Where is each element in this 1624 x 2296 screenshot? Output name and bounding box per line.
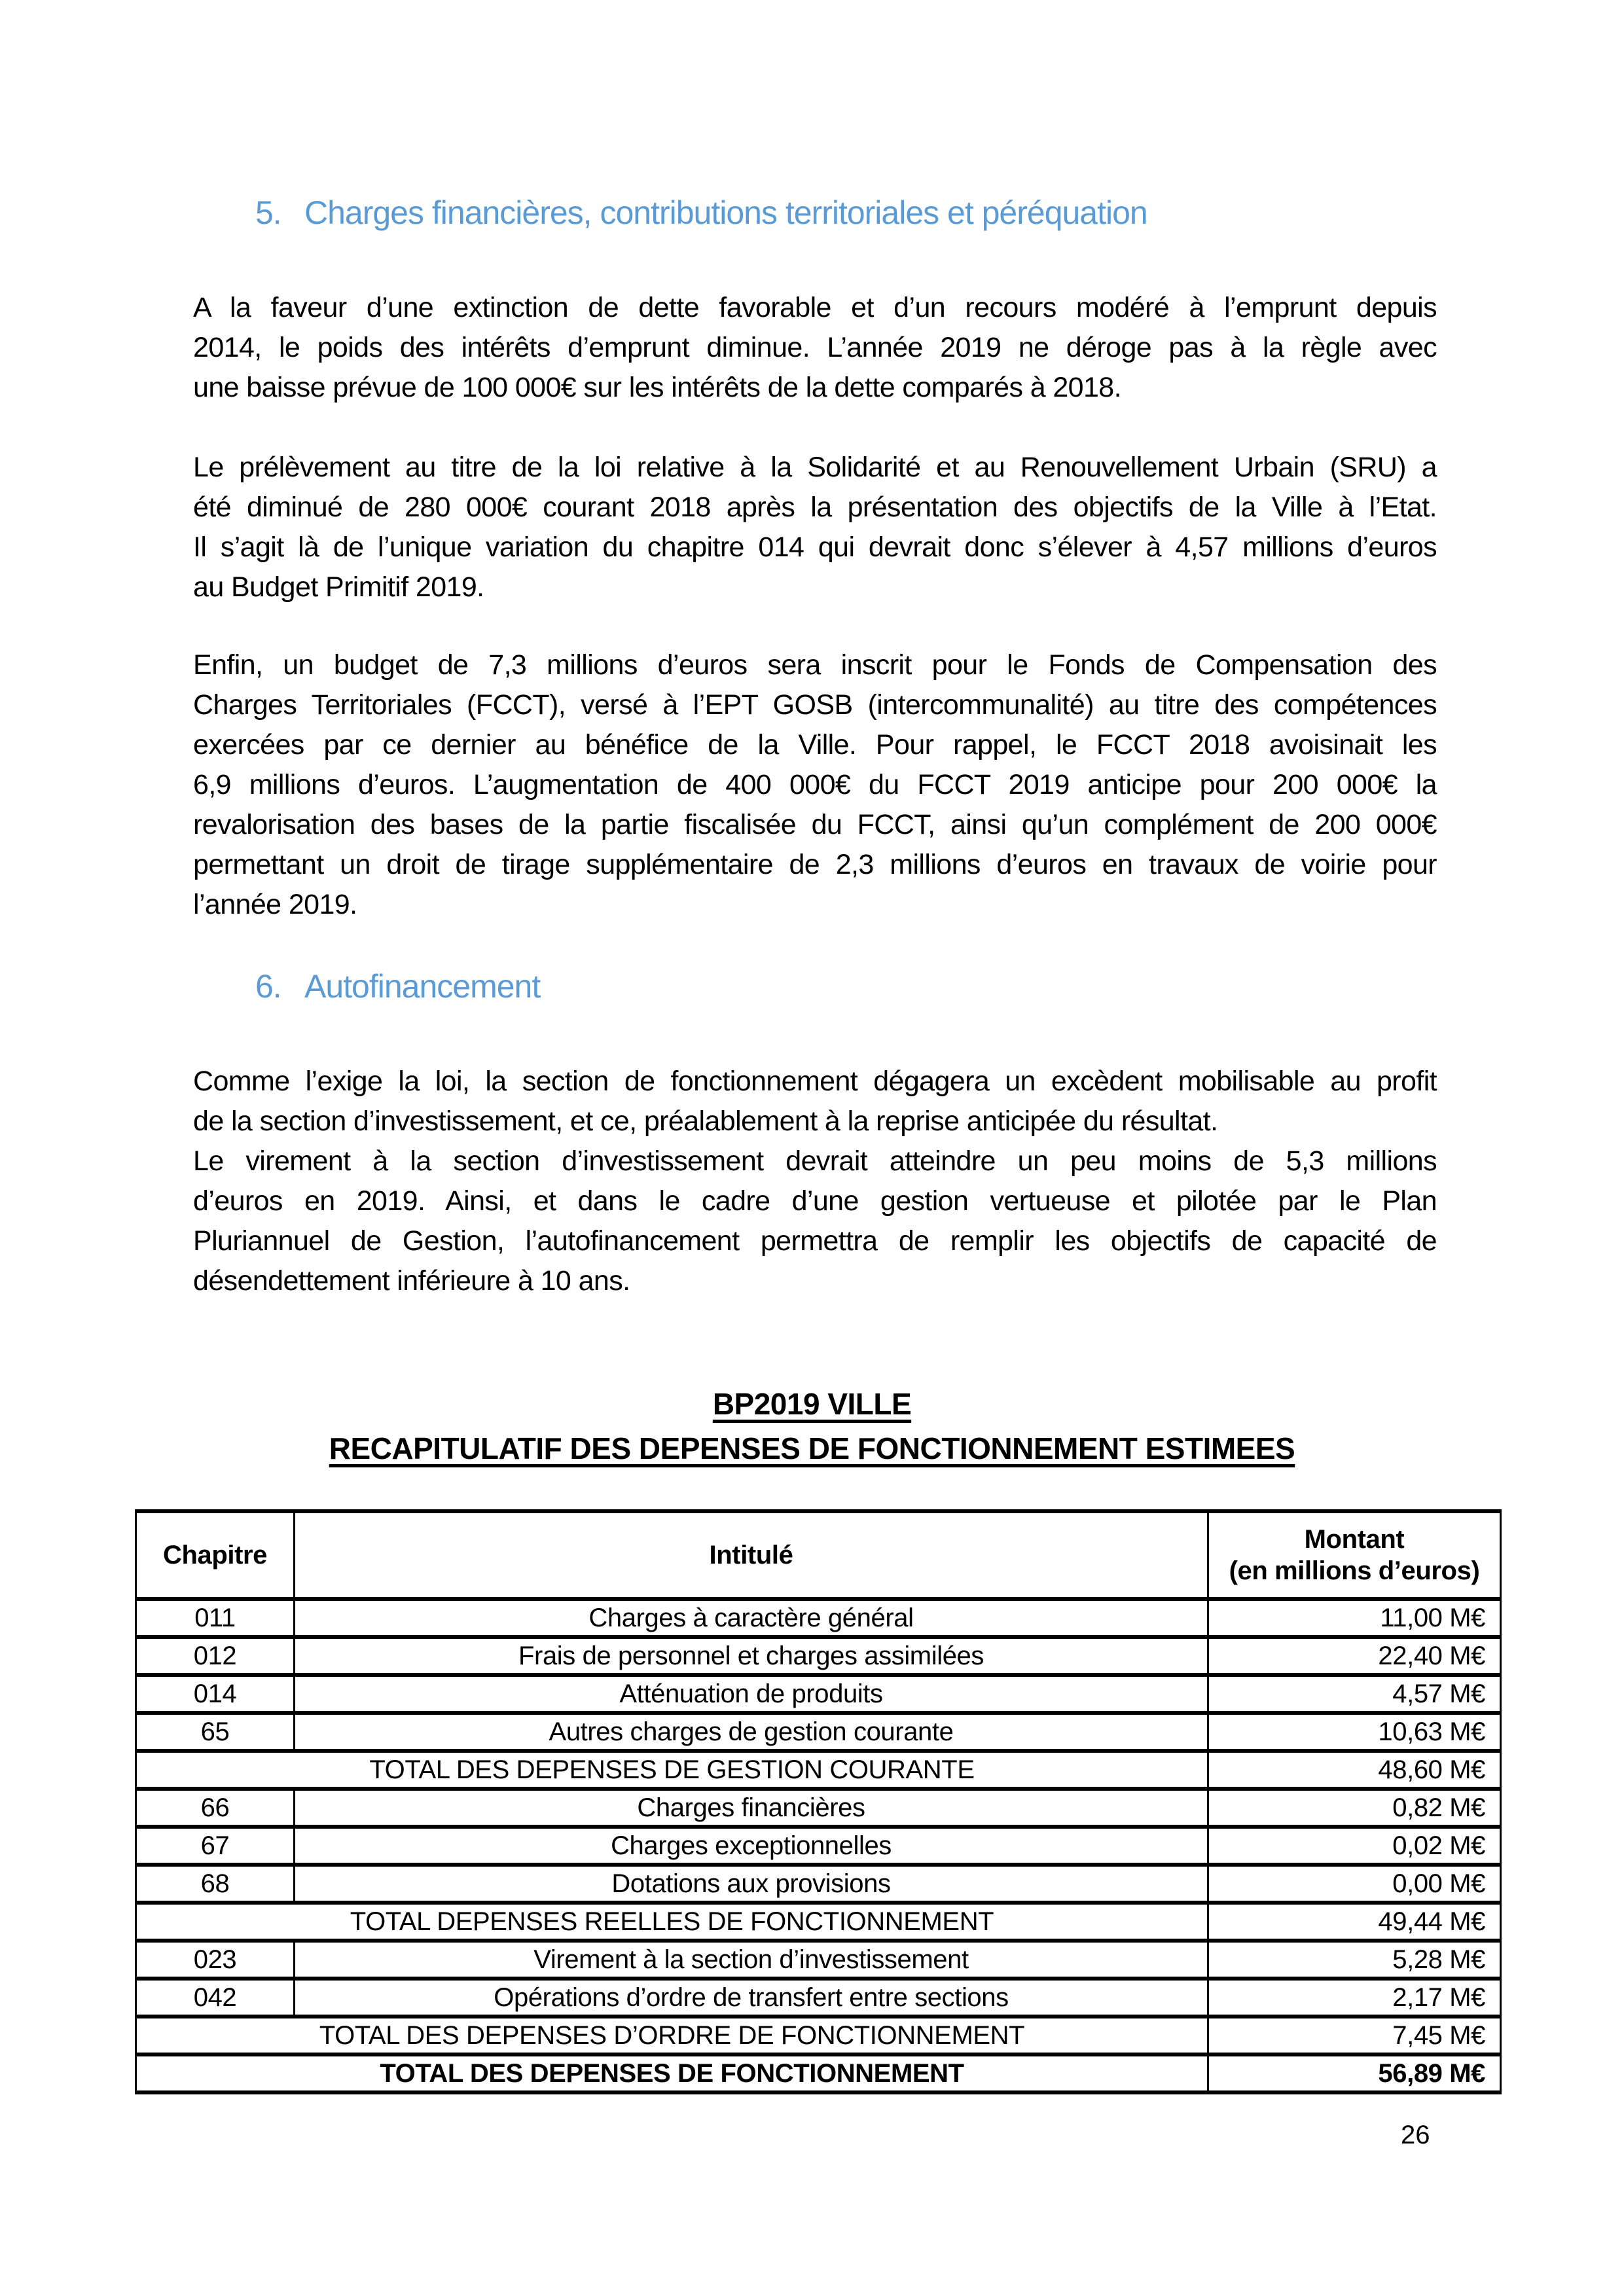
cell-grand-total-montant: 56,89 M€ (1208, 2054, 1501, 2092)
text-line: Le virement à la section d’investissement devrait atteindre un peu moins de 5,3 millions (193, 1145, 1437, 1177)
expenses-summary-table (135, 1509, 1502, 2094)
header-chapitre: Chapitre (136, 1511, 295, 1599)
table-row (136, 1637, 1501, 1675)
text-line: exercées par ce dernier au bénéfice de la Ville. Pour rappel, le FCCT 2018 avoisinait les (193, 729, 1437, 761)
cell-subtotal-label: TOTAL DES DEPENSES DE GESTION COURANTE (136, 1751, 1208, 1789)
cell-chapitre: 011 (136, 1599, 295, 1637)
cell-montant: 5,28 M€ (1208, 1941, 1501, 1979)
text-line: Charges Territoriales (FCCT), versé à l’EPT GOSB (intercommunalité) au titre des compétences (193, 689, 1437, 721)
text-line: été diminué de 280 000€ courant 2018 après la présentation des objectifs de la Ville à l’Etat. (193, 492, 1437, 523)
header-intitule: Intitulé (295, 1511, 1208, 1599)
table-row (136, 1713, 1501, 1751)
table-grand-total-row (136, 2054, 1501, 2092)
text-line: Pluriannuel de Gestion, l’autofinancement permettra de remplir les objectifs de capacité de (193, 1225, 1437, 1257)
section-5-title: Charges financières, contributions territoriales et péréquation (304, 194, 1147, 231)
table-row (136, 1599, 1501, 1637)
cell-subtotal-montant: 48,60 M€ (1208, 1751, 1501, 1789)
cell-subtotal-label: TOTAL DES DEPENSES D’ORDRE DE FONCTIONNEMENT (136, 2017, 1208, 2054)
cell-montant: 4,57 M€ (1208, 1675, 1501, 1713)
cell-intitule: Frais de personnel et charges assimilées (295, 1637, 1208, 1675)
cell-intitule: Autres charges de gestion courante (295, 1713, 1208, 1751)
cell-chapitre: 014 (136, 1675, 295, 1713)
text-line: A la faveur d’une extinction de dette favorable et d’un recours modéré à l’emprunt depuis (193, 292, 1437, 323)
section-6-heading (255, 967, 540, 1005)
cell-chapitre: 023 (136, 1941, 295, 1979)
cell-montant: 0,00 M€ (1208, 1865, 1501, 1903)
text-line: une baisse prévue de 100 000€ sur les intérêts de la dette comparés à 2018. (193, 372, 1121, 403)
cell-chapitre: 67 (136, 1827, 295, 1865)
cell-montant: 11,00 M€ (1208, 1599, 1501, 1637)
table-title-line1: BP2019 VILLE (712, 1387, 912, 1421)
section-6-number: 6. (255, 968, 281, 1005)
header-montant-line1: Montant (1304, 1525, 1405, 1554)
text-line: de la section d’investissement, et ce, préalablement à la reprise anticipée du résultat. (193, 1105, 1218, 1137)
section-5-number: 5. (255, 194, 281, 231)
cell-intitule: Charges à caractère général (295, 1599, 1208, 1637)
cell-chapitre: 012 (136, 1637, 295, 1675)
text-line: 2014, le poids des intérêts d’emprunt diminue. L’année 2019 ne déroge pas à la règle avec (193, 332, 1437, 363)
table-row (136, 1941, 1501, 1979)
cell-montant: 2,17 M€ (1208, 1979, 1501, 2017)
cell-intitule: Dotations aux provisions (295, 1865, 1208, 1903)
cell-intitule: Atténuation de produits (295, 1675, 1208, 1713)
text-line: 6,9 millions d’euros. L’augmentation de 400 000€ du FCCT 2019 anticipe pour 200 000€ la (193, 769, 1437, 800)
cell-montant: 10,63 M€ (1208, 1713, 1501, 1751)
cell-chapitre: 042 (136, 1979, 295, 2017)
text-line: Le prélèvement au titre de la loi relative à la Solidarité et au Renouvellement Urbain (SRU) a (193, 452, 1437, 483)
cell-intitule: Opérations d’ordre de transfert entre sections (295, 1979, 1208, 2017)
text-line: permettant un droit de tirage supplémentaire de 2,3 millions d’euros en travaux de voirie pour (193, 849, 1437, 880)
cell-chapitre: 65 (136, 1713, 295, 1751)
cell-intitule: Charges exceptionnelles (295, 1827, 1208, 1865)
cell-chapitre: 68 (136, 1865, 295, 1903)
text-line: Enfin, un budget de 7,3 millions d’euros sera inscrit pour le Fonds de Compensation des (193, 649, 1437, 681)
text-line: au Budget Primitif 2019. (193, 571, 484, 603)
paragraph-debt-interest (193, 288, 1437, 408)
table-title-line2: RECAPITULATIF DES DEPENSES DE FONCTIONNEMENT ESTIMEES (329, 1431, 1295, 1465)
text-line: Comme l’exige la loi, la section de fonctionnement dégagera un excèdent mobilisable au profit (193, 1066, 1437, 1097)
section-6-title: Autofinancement (304, 968, 541, 1005)
text-line: désendettement inférieure à 10 ans. (193, 1265, 630, 1297)
cell-montant: 0,82 M€ (1208, 1789, 1501, 1827)
table-row (136, 1789, 1501, 1827)
cell-montant: 0,02 M€ (1208, 1827, 1501, 1865)
section-5-heading (255, 194, 1147, 232)
text-line: d’euros en 2019. Ainsi, et dans le cadre d’une gestion vertueuse et pilotée par le Plan (193, 1185, 1437, 1217)
paragraph-sru-levy (193, 448, 1437, 607)
cell-subtotal-label: TOTAL DEPENSES REELLES DE FONCTIONNEMENT (136, 1903, 1208, 1941)
cell-montant: 22,40 M€ (1208, 1637, 1501, 1675)
cell-chapitre: 66 (136, 1789, 295, 1827)
text-line: l’année 2019. (193, 889, 357, 920)
paragraph-fcct (193, 645, 1437, 925)
cell-intitule: Virement à la section d’investissement (295, 1941, 1208, 1979)
header-montant (1208, 1511, 1501, 1599)
table-row (136, 1865, 1501, 1903)
cell-grand-total-label: TOTAL DES DEPENSES DE FONCTIONNEMENT (136, 2054, 1208, 2092)
cell-intitule: Charges financières (295, 1789, 1208, 1827)
cell-subtotal-montant: 7,45 M€ (1208, 2017, 1501, 2054)
header-montant-line2: (en millions d’euros) (1229, 1556, 1480, 1585)
text-line: Il s’agit là de l’unique variation du chapitre 014 qui devrait donc s’élever à 4,57 millions d’euros (193, 531, 1437, 563)
text-line: revalorisation des bases de la partie fiscalisée du FCCT, ainsi qu’un complément de 200 000€ (193, 809, 1437, 840)
paragraph-autofinancement (193, 1062, 1437, 1301)
table-subtotal-row (136, 2017, 1501, 2054)
table-header-row (136, 1511, 1501, 1599)
table-subtotal-row (136, 1751, 1501, 1789)
table-row (136, 1827, 1501, 1865)
table-row (136, 1979, 1501, 2017)
cell-subtotal-montant: 49,44 M€ (1208, 1903, 1501, 1941)
table-row (136, 1675, 1501, 1713)
page-number: 26 (1401, 2121, 1430, 2149)
table-subtotal-row (136, 1903, 1501, 1941)
